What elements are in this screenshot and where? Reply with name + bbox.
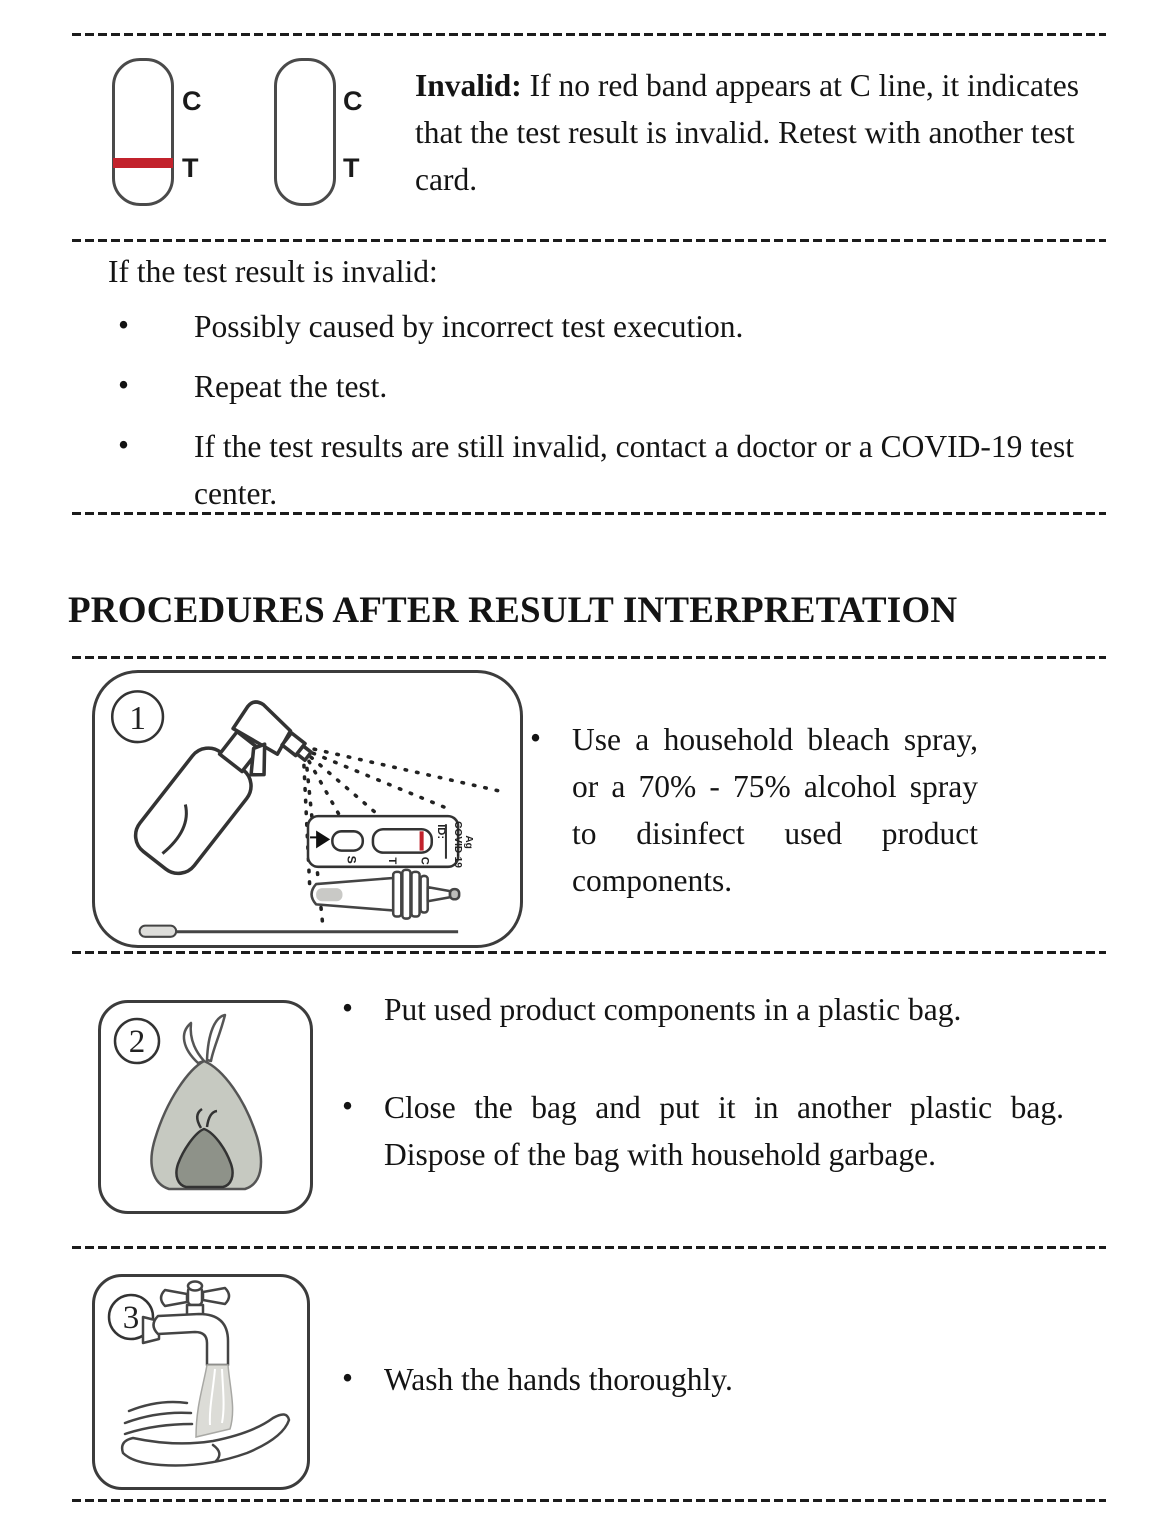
svg-text:1: 1 xyxy=(129,699,146,737)
step-number-badge xyxy=(115,1019,159,1063)
cassette-t-label: T xyxy=(182,153,199,183)
trash-bag-icon xyxy=(151,1015,261,1189)
invalid-intro: If the test result is invalid: xyxy=(108,254,438,289)
cassette-with-t-band-icon xyxy=(112,58,174,206)
bullet-dot: • xyxy=(342,990,354,1025)
svg-text:S: S xyxy=(344,855,359,864)
svg-text:Ag: Ag xyxy=(463,835,475,849)
item-text: If the test results are still invalid, contact a doctor or a COVID-19 test center. xyxy=(194,429,1075,511)
test-cassette-icon xyxy=(308,816,474,868)
invalid-item xyxy=(118,303,1108,350)
cassette-t-label: T xyxy=(343,153,360,183)
bullet-dot: • xyxy=(118,427,130,462)
trash-bag-illustration xyxy=(101,1003,310,1211)
bullet-dot: • xyxy=(530,720,542,755)
invalid-body: If no red band appears at C line, it indicates that the test result is invalid. Retest with another test card. xyxy=(415,68,1079,197)
extraction-tube-icon xyxy=(312,870,460,919)
step-number-badge xyxy=(112,691,163,742)
bullet-dot: • xyxy=(118,307,130,342)
bullet-dot: • xyxy=(118,367,130,402)
t-line-band xyxy=(113,158,173,168)
step-1-bullet xyxy=(530,716,978,904)
svg-text:2: 2 xyxy=(128,1024,146,1060)
cassette-c-label: C xyxy=(343,86,363,116)
dashed-divider xyxy=(72,951,1106,954)
invalid-description xyxy=(415,62,1112,203)
dashed-divider xyxy=(72,656,1106,659)
svg-text:3: 3 xyxy=(122,1300,140,1336)
invalid-lead: Invalid: xyxy=(415,68,522,103)
bullet-dot: • xyxy=(342,1360,354,1395)
invalid-item xyxy=(118,363,1108,410)
dashed-divider xyxy=(72,1246,1106,1249)
disinfect-spray-illustration xyxy=(95,673,520,945)
step-2-bullet xyxy=(342,986,1064,1033)
step-2-bullet xyxy=(342,1084,1064,1178)
bullet-dot: • xyxy=(342,1088,354,1123)
step-3-bullet xyxy=(342,1356,1064,1403)
c-line-band xyxy=(420,831,424,850)
step-box-1 xyxy=(92,670,523,948)
faucet-icon xyxy=(143,1282,229,1366)
svg-text:C: C xyxy=(418,856,431,865)
dashed-divider xyxy=(72,33,1106,36)
svg-text:ID:: ID: xyxy=(434,824,447,840)
svg-text:T: T xyxy=(386,857,399,865)
hand-washing-illustration xyxy=(95,1277,307,1487)
cassette-blank-icon xyxy=(274,58,336,206)
swab-icon xyxy=(140,926,458,937)
item-text: Wash the hands thoroughly. xyxy=(384,1362,733,1397)
item-text: Use a household bleach spray, or a 70% - 75% alcohol spray to disinfect used product components. xyxy=(572,722,978,898)
step-box-3 xyxy=(92,1274,310,1490)
item-text: Close the bag and put it in another plastic bag. Dispose of the bag with household garbage. xyxy=(384,1090,1064,1172)
step-box-2 xyxy=(98,1000,313,1214)
item-text: Repeat the test. xyxy=(194,369,388,404)
section-heading: PROCEDURES AFTER RESULT INTERPRETATION xyxy=(68,590,958,631)
item-text: Possibly caused by incorrect test execution. xyxy=(194,309,744,344)
invalid-item xyxy=(118,423,1108,517)
item-text: Put used product components in a plastic bag. xyxy=(384,992,962,1027)
dashed-divider xyxy=(72,1499,1106,1502)
dashed-divider xyxy=(72,239,1106,242)
cassette-c-label: C xyxy=(182,86,202,116)
svg-text:COVID-19: COVID-19 xyxy=(452,821,464,868)
